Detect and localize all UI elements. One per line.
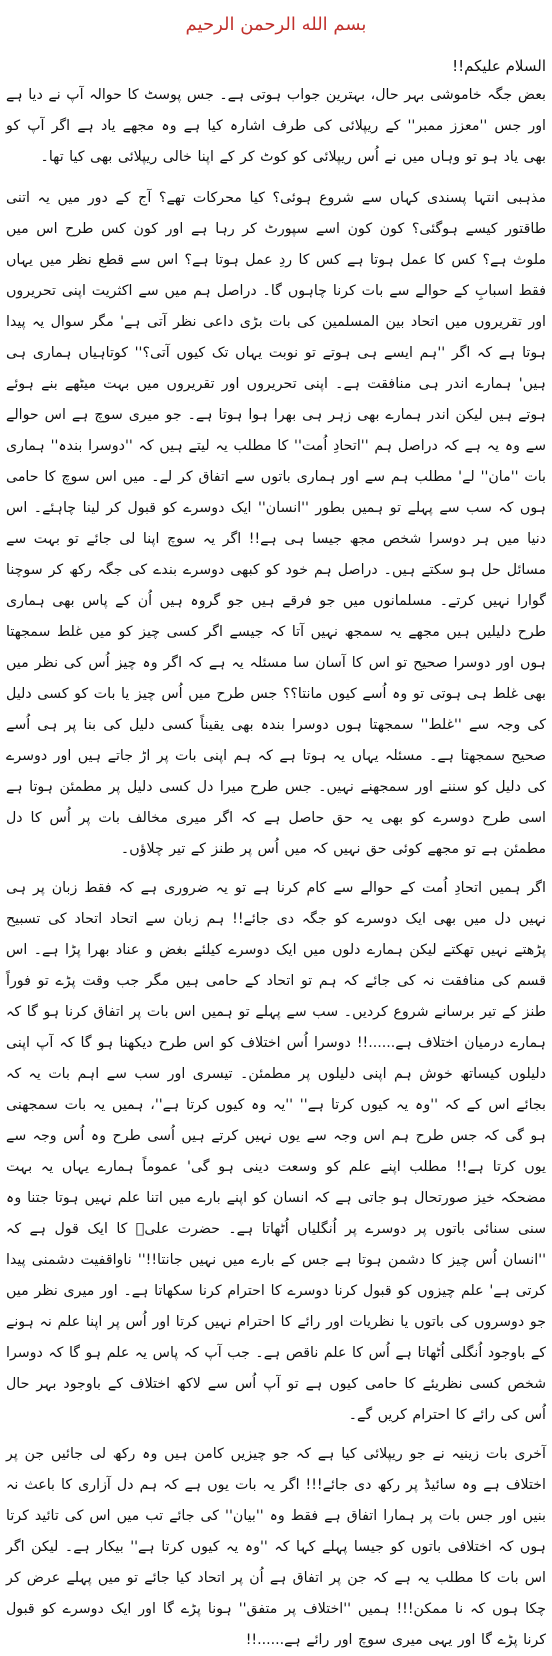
bismillah-heading: بسم الله الرحمن الرحیم	[185, 14, 367, 35]
post-paragraph-3: اگر ہمیں اتحادِ اُمت کے حوالے سے کام کرنا ہے تو یہ ضروری ہے کہ فقط زبان پر ہی نہیں دل میں بھی ایک دوسرے کو جگہ دی جائے!! ہم زبان سے اتحاد اتحاد کی تسبیح پڑھتے نہیں تھکتے لیکن ہمارے دلوں میں ایک دوسرے کیلئے بغض و عناد بھرا پڑا ہے۔ اس قسم کی منافقت نہ کی جائے کہ ہم تو اتحاد کے حامی ہیں مگر جب وقت پڑے تو فوراً طنز کے تیر برسانے شروع کردیں۔ سب سے پہلے تو ہمیں اس بات پر اتفاق کرنا ہو گا کہ ہمارے درمیان اختلاف ہے......!! دوسرا اُس اختلاف کو اس طرح دیکھنا ہو گا کہ آپ اپنی دلیلوں کیساتھ خوش ہم اپنی دلیلوں پر مطمئن۔ تیسری اور سب سے اہم بات یہ کہ بجائے اس کے کہ ''وہ یہ کیوں کرتا ہے'' ''یہ وہ کیوں کرتا ہے''، ہمیں یہ بات سمجھنی ہو گی کہ جس طرح ہم اس وجہ سے یوں نہیں کرتے ہیں اُسی طرح وہ اُس وجہ سے یوں کرتا ہے!! مطلب اپنے علم کو وسعت دینی ہو گی' عموماً ہمارے یہاں یہ بہت مضحکہ خیز صورتحال ہو جاتی ہے کہ انسان کو اپنے بارے میں اتنا علم نہیں ہوتا جتنا وہ سنی سنائی باتوں پر دوسرے پر اُنگلیاں اُٹھاتا ہے۔ حضرت علیؑ کا ایک قول ہے کہ ''انسان اُس چیز کا دشمن ہوتا ہے جس کے بارے میں نہیں جانتا!!'' ناواقفیت دشمنی پیدا کرتی ہے' علم چیزوں کو قبول کرنا دوسرے کا احترام کرنا سکھاتا ہے۔ اور میری نظر میں جو دوسروں کی باتوں یا نظریات اور رائے کا احترام نہیں کرتا اور اُس پر اپنا علم نہ ہونے کے باوجود اُنگلی اُٹھاتا ہے اُس کا علم ناقص ہے۔ جب آپ کہ پاس یہ علم ہو گا کہ دوسرا شخص کسی نظریئے کا حامی کیوں ہے تو آپ اُس سے لاکھ اختلاف کے باوجود بہر حال اُس کی رائے کا احترام کریں گے۔	[6, 880, 546, 1423]
post-greeting: السلام علیکم!!	[452, 57, 546, 75]
post-paragraph-1: بعض جگہ خاموشی بہر حال، بہترین جواب ہوتی ہے۔ جس پوسٹ کا حوالہ آپ نے دیا ہے اور جس ''معزز ممبر'' کے ریپلائی کی طرف اشارہ کیا ہے وہ مجھے یاد ہے اگر آپ کو بھی یاد ہو تو وہاں میں نے اُس ریپلائی کو کوٹ کر کے اپنا خالی ریپلائی بھی کیا تھا۔	[6, 87, 546, 165]
post-paragraph-4: آخری بات زینیہ نے جو ریپلائی کیا ہے کہ جو چیزیں کامن ہیں وہ رکھ لی جائیں جن پر اختلاف ہے وہ سائیڈ پر رکھ دی جائے!!! اگر یہ بات یوں ہے کہ ہم دل آزاری کا باعث نہ بنیں اور جس بات پر ہمارا اتفاق ہے فقط وہ ''بیان'' کی جائے تب میں اس کی تائید کرتا ہوں کہ اختلافی باتوں کو جیسا پہلے کہا کہ ''وہ یہ کیوں کرتا ہے'' بیکار ہے۔ لیکن اگر اس بات کا مطلب یہ ہے کہ جن پر اتفاق ہے اُن پر اتحاد کیا جائے تو میں پہلے عرض کر چکا ہوں کہ نا ممکن!!! ہمیں ''اختلاف پر متفق'' ہونا پڑے گا اور ایک دوسرے کو قبول کرنا پڑے گا اور یہی میری سوچ اور رائے ہے......!!	[6, 1446, 546, 1648]
post-paragraph-2: مذہبی انتہا پسندی کہاں سے شروع ہوئی؟ کیا محرکات تھے؟ آج کے دور میں یہ اتنی طاقتور کیسے ہوگئی؟ کون کون اسے سپورٹ کر رہا ہے اور کون کس طرح اس میں ملوث ہے؟ کس کا عمل ہوتا ہے کس کا ردِ عمل ہوتا ہے؟ اس سے قطع نظر میں یہاں فقط اسبابِ کے حوالے سے بات کرنا چاہوں گا۔ دراصل ہم میں سے اکثریت اپنی تحریروں اور تقریروں میں اتحاد بین المسلمین کی بات بڑی داعی نظر آتی ہے' مگر سوال یہ پیدا ہوتا ہے کہ اگر ''ہم ایسے ہی ہوتے تو نوبت یہاں تک کیوں آتی؟'' کوتاہیاں ہماری ہی ہیں' ہمارے اندر ہی منافقت ہے۔ اپنی تحریروں اور تقریروں میں بہت میٹھے بنے ہوئے ہوتے ہیں لیکن اندر ہمارے بھی زہر ہی بھرا ہوا ہوتا ہے۔ جو میری سوچ ہے اس حوالے سے وہ یہ ہے کہ دراصل ہم ''اتحادِ اُمت'' کا مطلب یہ لیتے ہیں کہ ''دوسرا بندہ'' ہماری بات ''مان'' لے' مطلب ہم سے اور ہماری باتوں سے اتفاق کر لے۔ میں اس سوچ کا حامی ہوں کہ سب سے پہلے تو ہمیں بطور ''انسان'' ایک دوسرے کو قبول کر لینا چاہئے۔ اس دنیا میں ہر دوسرا شخص مجھ جیسا ہی ہے!! اگر یہ سوچ اپنا لی جائے تو بہت سے مسائل حل ہو سکتے ہیں۔ دراصل ہم خود کو کبھی دوسرے بندے کی جگہ رکھ کر سوچنا گوارا نہیں کرتے۔ مسلمانوں میں جو فرقے ہیں جو گروہ ہیں اُن کے پاس بھی ہماری طرح دلیلیں ہیں مجھے یہ سمجھ نہیں آتا کہ جیسے اگر کسی چیز کو میں غلط سمجھتا ہوں اور دوسرا صحیح تو اس کا آسان سا مسئلہ یہ ہے کہ اگر وہ چیز اُس کی نظر میں بھی غلط ہی ہوتی تو وہ اُسے کیوں مانتا؟؟ جس طرح میں اُس چیز یا بات کو کسی دلیل کی وجہ سے ''غلط'' سمجھتا ہوں دوسرا بندہ بھی یقیناً کسی دلیل کی بنا پر ہی اُسے صحیح سمجھتا ہے۔ مسئلہ یہاں یہ ہوتا ہے کہ ہم اپنی بات پر اڑ جاتے ہیں اور دوسرے کی دلیل کو سننے اور سمجھنے نہیں۔ جس طرح میرا دل کسی دلیل پر مطمئن ہوتا ہے اسی طرح دوسرے کو بھی یہ حق حاصل ہے کہ اگر میری مخالف بات پر اُس کا دل مطمئن ہے تو مجھے کوئی حق نہیں کہ میں اُس پر طنز کے تیر چلاؤں۔	[6, 190, 546, 857]
